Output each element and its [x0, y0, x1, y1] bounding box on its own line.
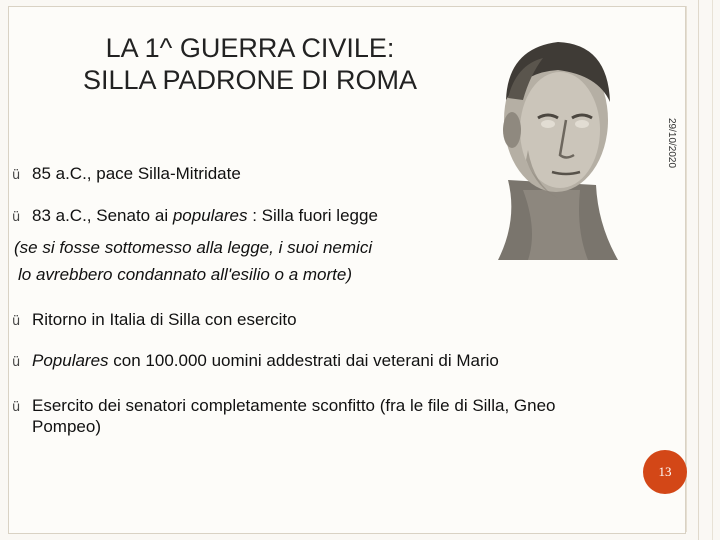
check-icon: ü — [12, 400, 21, 415]
divider — [712, 0, 713, 540]
bullet-text-line-2: Pompeo) — [32, 417, 101, 436]
slide-date: 29/10/2020 — [666, 118, 677, 169]
bullet-italic: Populares — [32, 351, 109, 370]
bust-portrait-image — [468, 20, 636, 260]
note-line-1: (se si fosse sottomesso alla legge, i suoi nemici — [14, 238, 373, 257]
note-line-2: lo avrebbero condannato all'esilio o a morte) — [18, 265, 352, 284]
check-icon: ü — [12, 210, 21, 225]
bullet-text: 83 a.C., Senato ai — [32, 206, 173, 225]
bullet-item — [32, 395, 555, 437]
divider — [686, 6, 687, 532]
bullet-after: con 100.000 uomini addestrati dai veterani di Mario — [108, 351, 499, 370]
divider — [698, 0, 699, 540]
title-line-1: LA 1^ GUERRA CIVILE: — [105, 33, 395, 63]
bullet-text: 85 a.C., pace Silla-Mitridate — [32, 164, 241, 183]
slide-title — [40, 32, 460, 96]
bullet-after: : Silla fuori legge — [247, 206, 378, 225]
bullet-item — [32, 163, 241, 184]
check-icon: ü — [12, 314, 21, 329]
check-icon: ü — [12, 168, 21, 183]
bullet-item — [32, 350, 499, 371]
bullet-text: Ritorno in Italia di Silla con esercito — [32, 310, 297, 329]
bullet-item — [32, 309, 297, 330]
bullet-note — [14, 237, 372, 285]
check-icon: ü — [12, 355, 21, 370]
bullet-item — [32, 205, 378, 226]
slide-number-badge: 13 — [643, 450, 687, 494]
bullet-text-line-1: Esercito dei senatori completamente sconfitto (fra le file di Silla, Gneo — [32, 396, 556, 415]
title-line-2: SILLA PADRONE DI ROMA — [82, 65, 418, 95]
bullet-italic: populares — [172, 206, 248, 225]
